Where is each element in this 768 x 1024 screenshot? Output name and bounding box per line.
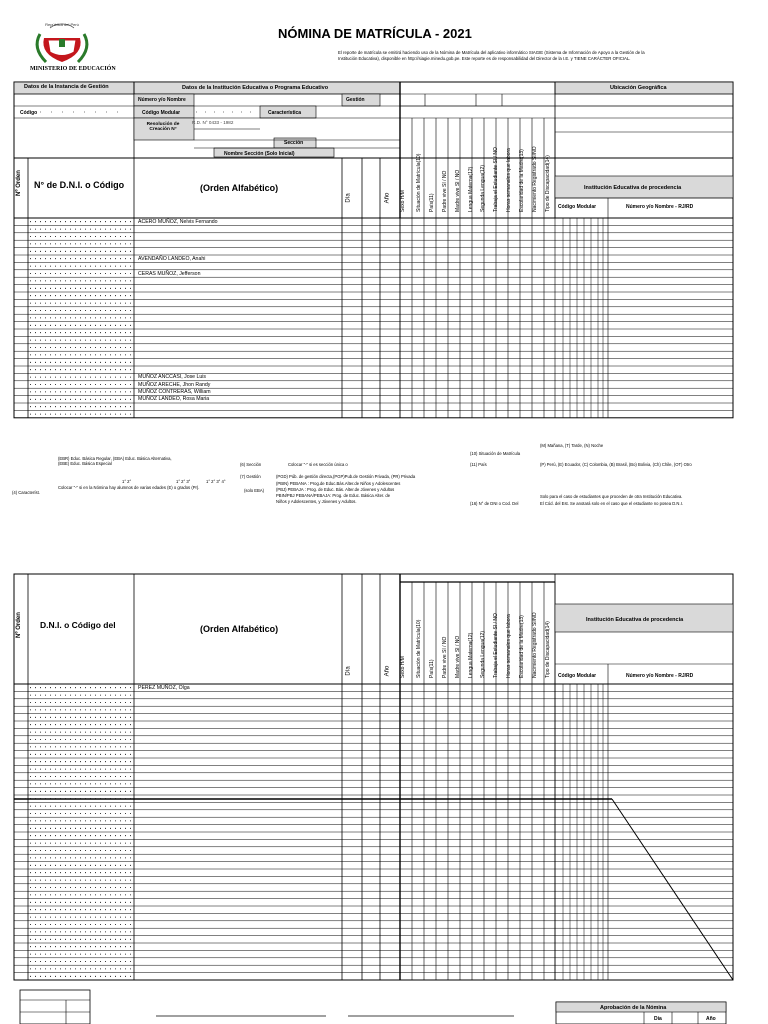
student-name: ACERO MUÑOZ, Nelvis Fernando	[138, 218, 218, 225]
seal-text: República del Perú	[45, 22, 79, 27]
vertical-header-2: Situación de Matrícula(10)	[415, 153, 422, 212]
note-turno: (M) Mañana, (T) Tarde, (N) Noche	[540, 443, 604, 448]
note-paises: (P) Perú, (E) Ecuador, (C) Colombia, (B) Brasil, (Bo) Bolivia, (Ch) Chile, (OT) Otro	[540, 462, 692, 467]
grid-line	[612, 799, 733, 980]
vertical-header-11: Nacimiento Registrado SI/NO	[532, 612, 538, 678]
vertical-header-10: Escolaridad de la Madre(13)	[519, 615, 526, 678]
nombre-seccion-label: Nombre Sección (Solo Inicial)	[224, 151, 295, 157]
note-gestion: (7) Gestión	[240, 474, 261, 479]
main-table-2	[14, 574, 733, 980]
approval-dia: Día	[654, 1016, 662, 1022]
note-seccion-text: Colocar "-" si es sección única o	[288, 462, 348, 467]
note-ebe: (EBE) Educ. Básica Especial	[58, 461, 112, 466]
vertical-header-4: Padre vive SI / NO	[441, 636, 448, 678]
vertical-header-2: Situación de Matrícula(10)	[415, 619, 422, 678]
vertical-header-12: Tipo de Discapacidad(14)	[544, 155, 551, 212]
header-note-2: Institución Educativa), disponible en http://siagie.minedu.gob.pe. Este reporte es de responsabilidad del Director de la I.E. y TIENE CARÁCTER OFICIAL.	[338, 56, 631, 61]
codigo-modular-header: Código Modular	[558, 204, 597, 210]
vertical-header-8: Trabaja el Estudiante SI / NO	[493, 613, 500, 678]
peru-seal-logo	[37, 22, 87, 62]
anio-header-2: Año	[384, 665, 391, 677]
vertical-header-11: Nacimiento Registrado SI/NO	[532, 146, 538, 212]
student-name: MUÑOZ ARECHE, Jhon Randy	[138, 381, 211, 388]
numero-nombre-label: Número y/o Nombre	[138, 97, 186, 103]
note-ebr: (EBR) Educ. Básica Regular, (EBA) Educ. Básica Alternativa,	[58, 456, 172, 461]
numero-nombre-rjrd-header: Número y/o Nombre - RJ/RD	[626, 204, 694, 210]
vertical-header-3: País(11)	[428, 659, 435, 678]
note-colocar: Colocar "-" si en la Nómina hay alumnos de varias edades (E) o grados (Pr).	[58, 485, 200, 490]
student-name: MUÑOZ ANCCASI, Jose Luis	[138, 374, 207, 381]
gestion-label: Gestión	[346, 97, 365, 103]
dni-header-2: D.N.I. o Código del	[40, 620, 116, 630]
student-name: MUÑOZ LANDEO, Rosa Maria	[138, 396, 210, 403]
note-gestion-1: (PGD) Púb. de gestión directa,(PGP)Pub.de Gestión Privada, (PR) Privada	[276, 474, 416, 479]
vertical-header-6: Lengua Materna(12)	[467, 632, 474, 678]
student-name: AVENDAÑO LANDEO, Anahi	[138, 255, 206, 262]
instancia-gestion-header: Datos de la Instancia de Gestión	[24, 84, 109, 90]
vertical-header-7: Segunda Lengua(12)	[480, 165, 487, 212]
n-orden-header: Nº Orden	[15, 170, 22, 196]
vertical-header-3: País(11)	[428, 193, 435, 212]
approval-anio: Año	[706, 1016, 716, 1022]
caracteristica-label: Característica	[268, 110, 302, 116]
dia-header-2: Día	[345, 666, 352, 676]
vertical-header-1: Sexo H/M	[400, 190, 406, 212]
ministry-label: MINISTERIO DE EDUCACIÓN	[30, 66, 116, 72]
page-title: NÓMINA DE MATRÍCULA - 2021	[278, 26, 472, 41]
vertical-header-5: Madre vive SI / NO	[454, 635, 461, 678]
vertical-header-4: Padre vive SI / NO	[441, 170, 448, 212]
vertical-header-7: Segunda Lengua(12)	[480, 631, 487, 678]
note-solo-eba: (solo EBA)	[244, 488, 265, 493]
procedencia-header-2: Institución Educativa de procedencia	[586, 617, 684, 623]
ubicacion-header: Ubicación Geográfica	[610, 85, 667, 91]
note-caracteristica: (4) Característ.	[12, 490, 40, 495]
codigo-label: Código	[20, 110, 38, 116]
signature-box	[20, 990, 90, 1024]
resolucion-value: R.D. N° 0433 - 1982	[192, 120, 234, 125]
numero-nombre-rjrd-header-2: Número y/o Nombre - RJ/RD	[626, 673, 694, 679]
institucion-header: Datos de la Institución Educativa o Programa Educativo	[182, 85, 329, 91]
vertical-header-9: Horas semanales que labora	[506, 614, 513, 678]
vertical-header-1: Sexo H/M	[400, 656, 406, 678]
student-name: MUÑOZ CONTRERAS, William	[138, 389, 211, 395]
vertical-header-12: Tipo de Discapacidad(14)	[544, 621, 551, 678]
resolucion-label: Resolución de Creación N°	[146, 122, 180, 132]
note-dni-cod: (16) N° de DNI o Cod. Del	[470, 501, 519, 506]
note-pais: (11) País	[470, 462, 487, 467]
codigo-modular-header-2: Código Modular	[558, 673, 597, 679]
note-solo-para-1: Solo para el caso de estudiantes que proceden de otra Institución Educativa.	[540, 494, 683, 499]
note-gestion-5: Niños y Adolescentes, y Jóvenes y Adultos.	[276, 499, 357, 504]
orden-alfabetico-header: (Orden Alfabético)	[200, 183, 279, 193]
vertical-header-9: Horas semanales que labora	[506, 148, 513, 212]
note-situacion: (10) Situación de Matrícula	[470, 451, 521, 456]
n-orden-header-2: Nº Orden	[15, 612, 22, 638]
dia-header: Día	[345, 193, 352, 203]
note-seccion: (6) Sección	[240, 462, 262, 467]
dni-header: N° de D.N.I. o Código	[34, 180, 125, 190]
note-solo-para-2: El Cód. del Est. Se anotará solo en el caso que el estudiante no posea D.N.I.	[540, 501, 683, 506]
note-grados-a: 1° 2°	[122, 479, 132, 484]
note-grados-b: 1° 2° 3°	[176, 479, 191, 484]
vertical-header-8: Trabaja el Estudiante SI / NO	[493, 147, 500, 212]
note-gestion-3: (PBJ) PEBAJA : Prog. de Educ. Bás. Alter.de Jóvenes y Adultos	[276, 487, 395, 492]
vertical-header-5: Madre vive SI / NO	[454, 169, 461, 212]
note-grados-c: 1° 2° 3° 4°	[206, 479, 226, 484]
vertical-header-6: Lengua Materna(12)	[467, 166, 474, 212]
procedencia-header: Institución Educativa de procedencia	[584, 185, 682, 191]
note-gestion-2: (PBIN) PEBANA : Prog.de Educ.Bás.Alter.de Niños y Adolescentes	[276, 481, 401, 486]
student-name: PEREZ MUÑOZ, Olga	[138, 684, 190, 691]
note-gestion-4: PBIN/PBJ PEBANA/PEBAJA: Prog. de Educ. Básica Alter. de	[276, 493, 391, 498]
orden-alfabetico-header-2: (Orden Alfabético)	[200, 624, 279, 634]
header-note-1: El reporte de matrícula se emitirá haciendo uso de la Nómina de Matrícula del aplicativo informático SIAGIE (Sistema de Información de Apoyo a la Gestión de la	[338, 50, 645, 55]
student-name: CERAS MUÑOZ, Jefferson	[138, 270, 201, 277]
anio-header: Año	[384, 192, 391, 204]
seccion-label: Sección	[284, 140, 304, 146]
vertical-header-10: Escolaridad de la Madre(13)	[519, 149, 526, 212]
codigo-modular-label: Código Modular	[142, 110, 181, 116]
approval-title: Aprobación de la Nómina	[600, 1005, 667, 1011]
